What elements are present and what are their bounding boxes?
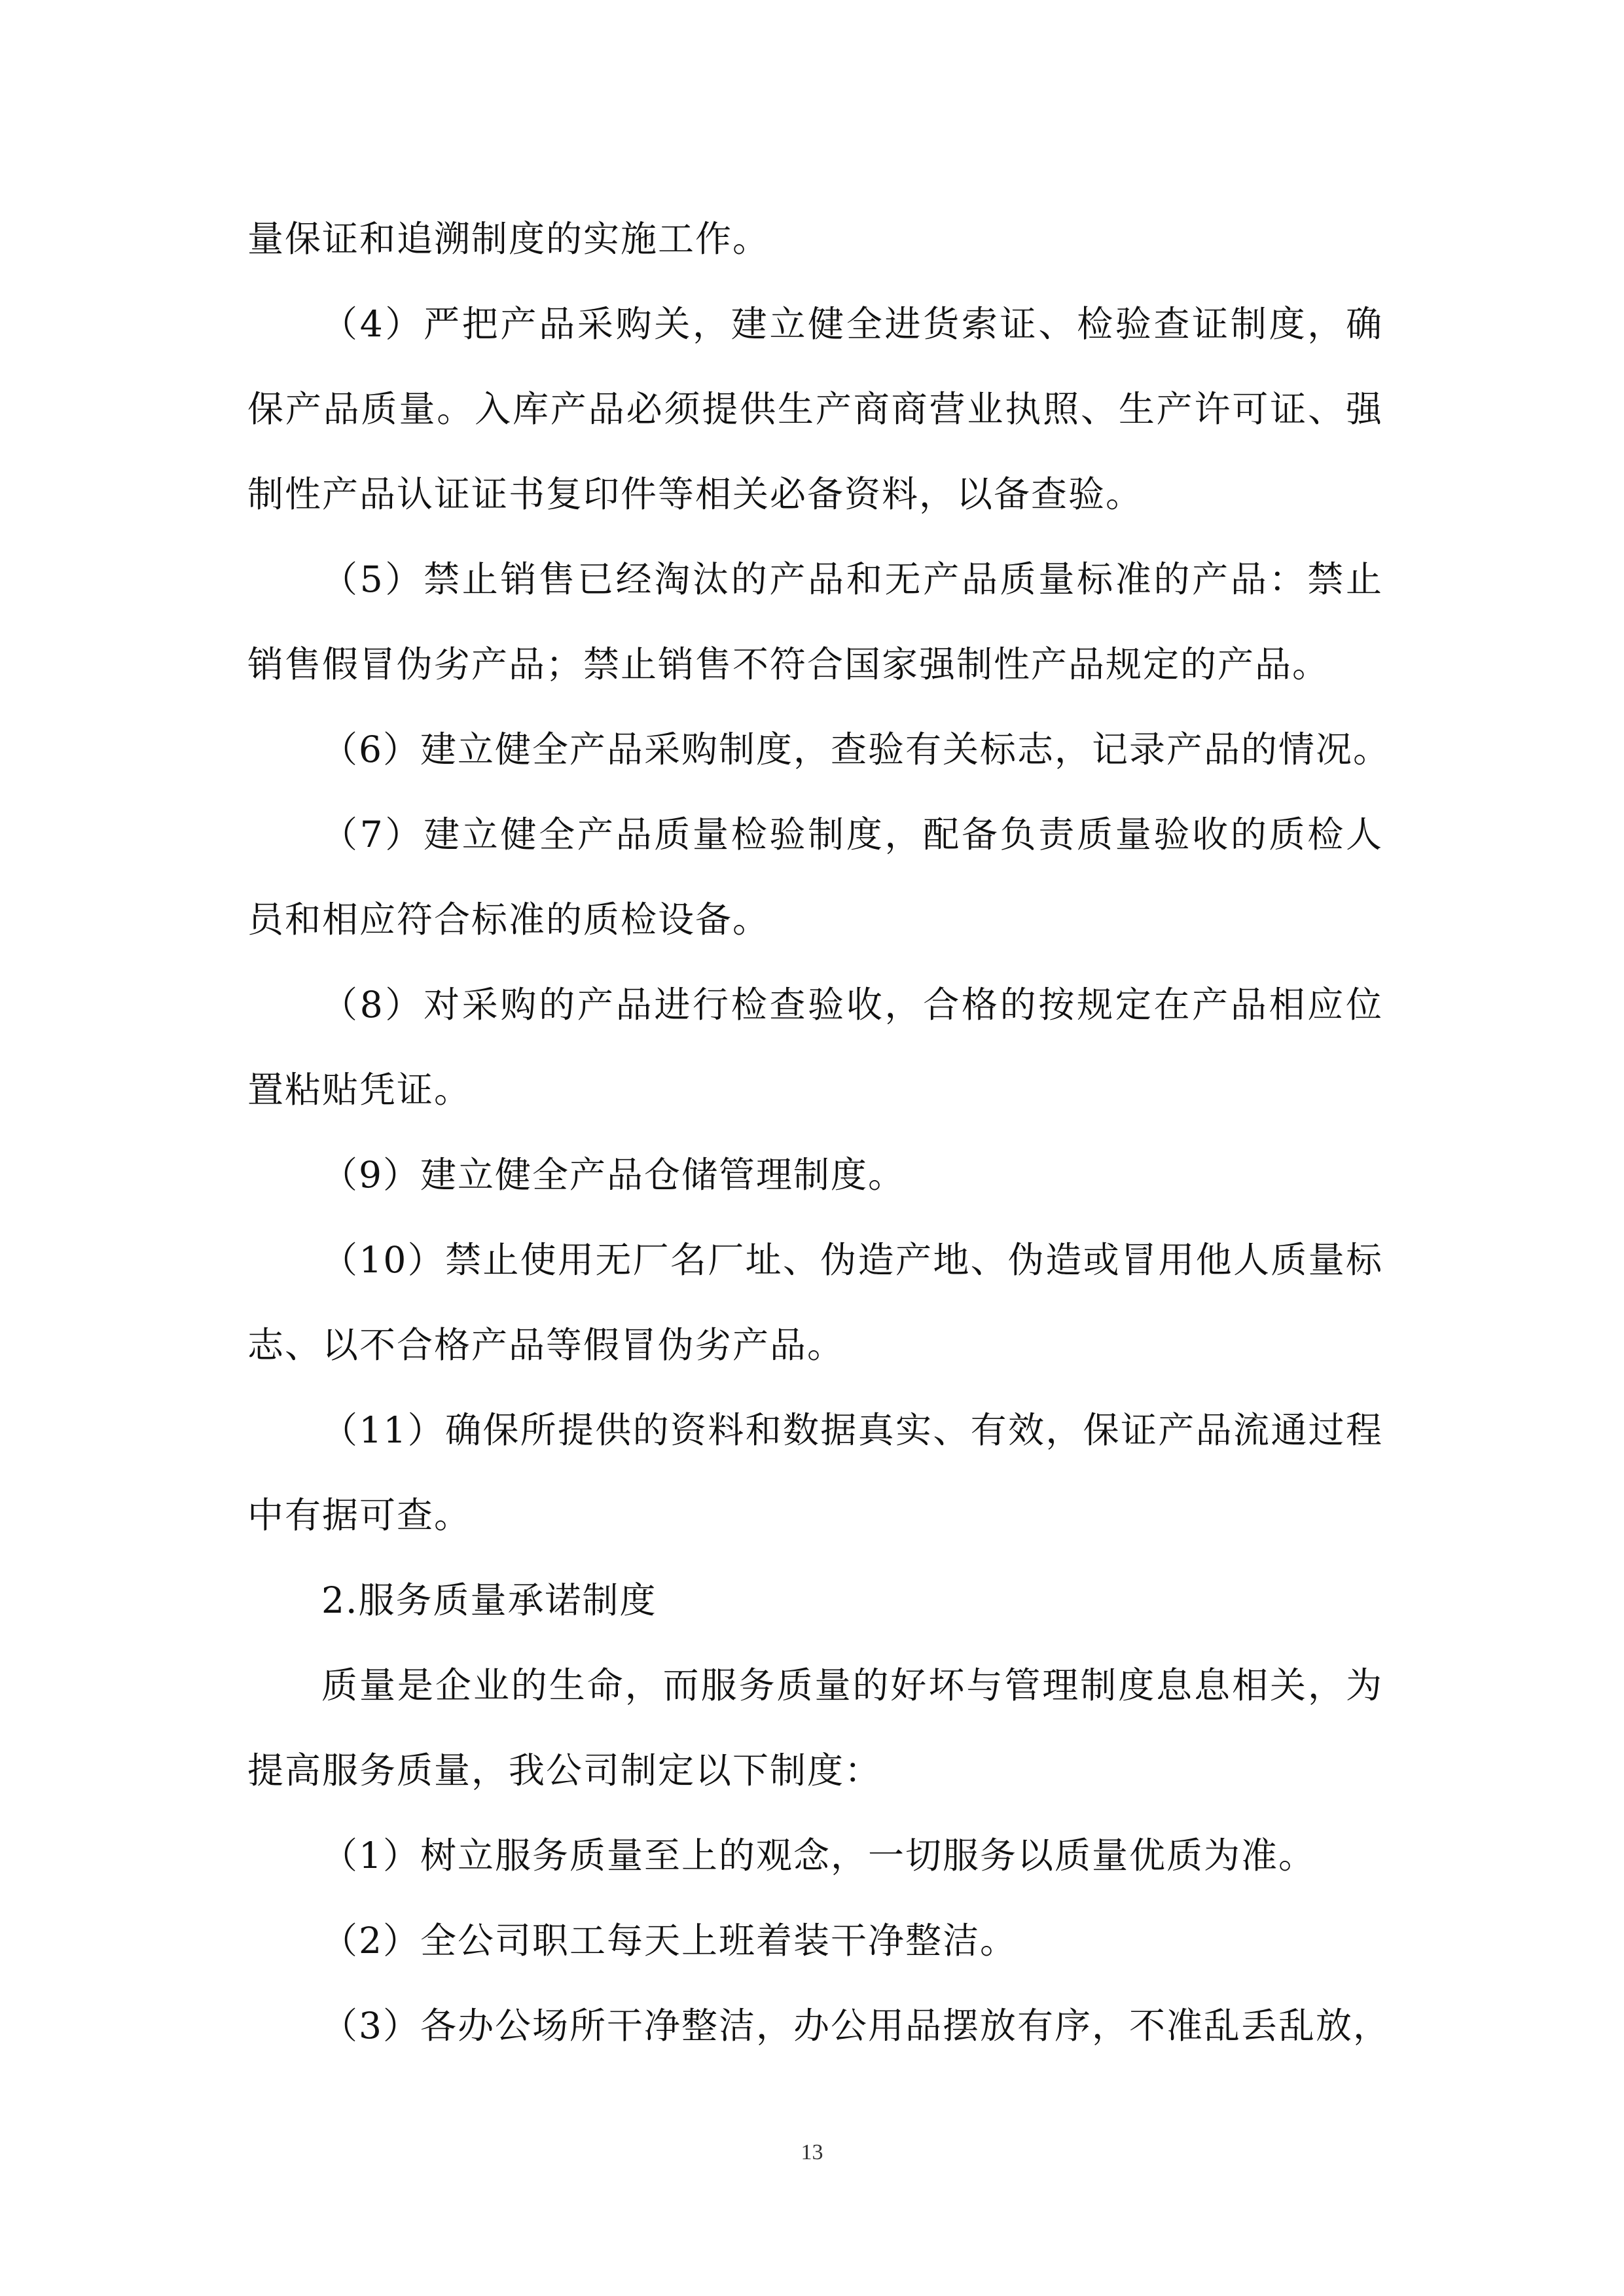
section-heading: 2.服务质量承诺制度 — [321, 1579, 657, 1621]
text-line: 志、以不合格产品等假冒伪劣产品。 — [247, 1324, 845, 1366]
text-line: 置粘贴凭证。 — [247, 1069, 472, 1111]
text-line: （1）树立服务质量至上的观念，一切服务以质量优质为准。 — [321, 1835, 1316, 1876]
text-line: （6）建立健全产品采购制度，查验有关标志，记录产品的情况。 — [321, 728, 1390, 770]
text-line: 员和相应符合标准的质检设备。 — [247, 899, 770, 941]
text-line: 提高服务质量，我公司制定以下制度： — [247, 1749, 882, 1791]
text-line: （7）建立健全产品质量检验制度，配备负责质量验收的质检人 — [321, 814, 1383, 855]
text-line: （3）各办公场所干净整洁，办公用品摆放有序，不准乱丢乱放， — [321, 2005, 1390, 2047]
page-number: 13 — [801, 2140, 823, 2164]
text-line: 制性产品认证证书复印件等相关必备资料，以备查验。 — [247, 473, 1144, 515]
text-line: （4）严把产品采购关，建立健全进货索证、检验查证制度，确 — [321, 303, 1383, 345]
text-line: （10）禁止使用无厂名厂址、伪造产地、伪造或冒用他人质量标 — [321, 1239, 1383, 1281]
text-line: （8）对采购的产品进行检查验收，合格的按规定在产品相应位 — [321, 984, 1383, 1026]
text-line: 质量是企业的生命，而服务质量的好坏与管理制度息息相关，为 — [321, 1664, 1383, 1706]
body-text — [247, 196, 1390, 2068]
text-line: 保产品质量。入库产品必须提供生产商商营业执照、生产许可证、强 — [247, 388, 1383, 430]
text-line: （5）禁止销售已经淘汰的产品和无产品质量标准的产品：禁止 — [321, 558, 1383, 600]
text-line: （11）确保所提供的资料和数据真实、有效，保证产品流通过程 — [321, 1409, 1383, 1451]
text-line: （2）全公司职工每天上班着装干净整洁。 — [321, 1920, 1017, 1962]
text-line: 销售假冒伪劣产品；禁止销售不符合国家强制性产品规定的产品。 — [247, 643, 1330, 685]
text-line: 中有据可查。 — [247, 1494, 472, 1536]
text-line: 量保证和追溯制度的实施工作。 — [247, 218, 770, 260]
text-line: （9）建立健全产品仓储管理制度。 — [321, 1154, 905, 1196]
